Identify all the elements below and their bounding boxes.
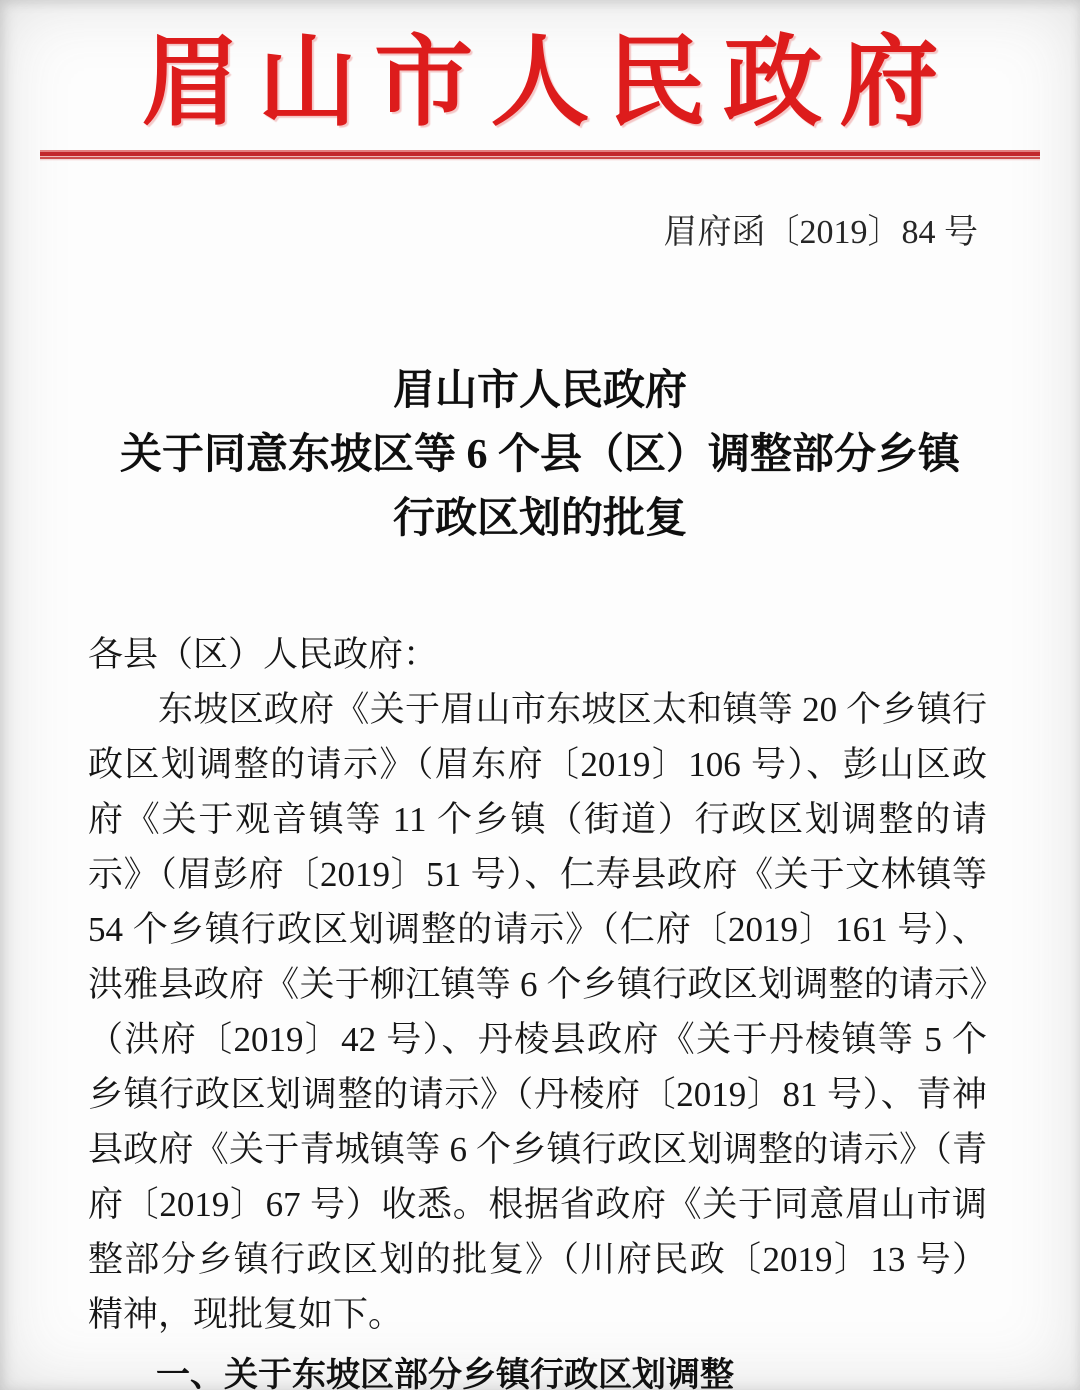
document-title-line-2: 关于同意东坡区等 6 个县（区）调整部分乡镇: [119, 432, 960, 478]
document-number: 眉府函〔2019〕84 号: [663, 214, 978, 251]
body-paragraph: 东坡区政府《关于眉山市东坡区太和镇等 20 个乡镇行政区划调整的请示》（眉东府〔2019〕106 号）、彭山区政府《关于观音镇等 11 个乡镇（街道）行政区划调整的请示》（眉彭府〔2019〕51 号）、仁寿县政府《关于文林镇等 54 个乡镇行政区划调整的请示》（仁府〔2019〕161 号）、洪雅县政府《关于柳江镇等 6 个乡镇行政区划调整的请示》（洪府〔2019〕42 号）、丹棱县政府《关于丹棱镇等 5 个乡镇行政区划调整的请示》（丹棱府〔2019〕81 号）、青神县政府《关于青城镇等 6 个乡镇行政区划调整的请示》（青府〔2019〕67 号）收悉。根据省政府《关于同意眉山市调整部分乡镇行政区划的批复》（川府民政〔2019〕13 号）精神，现批复如下。: [88, 690, 987, 1334]
document-title-line-1: 眉山市人民政府: [392, 368, 687, 414]
document-title: [0, 359, 1080, 551]
agency-masthead: [0, 28, 1080, 140]
salutation: 各县（区）人民政府：: [88, 635, 439, 674]
agency-masthead-text: 眉山市人民政府: [141, 29, 956, 138]
document-body: [88, 627, 987, 1390]
section-heading-1: 一、关于东坡区部分乡镇行政区划调整: [156, 1356, 734, 1390]
red-divider-rule: [40, 150, 1040, 161]
document-title-line-3: 行政区划的批复: [392, 496, 687, 542]
